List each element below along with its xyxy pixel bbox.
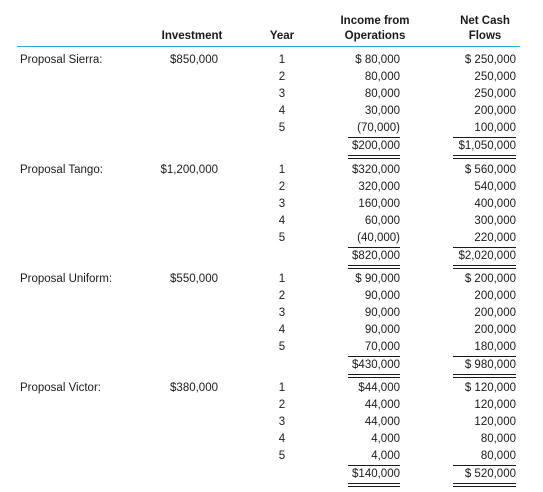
proposal-name: Proposal Uniform: [20, 273, 113, 285]
net-cash-flow-cell: 200,000 [474, 105, 516, 117]
header-ncf-line1: Net Cash [460, 15, 510, 27]
net-cash-flow-cell: 100,000 [474, 122, 516, 134]
year-cell: 4 [278, 105, 286, 117]
header-income-line1: Income from [340, 15, 410, 27]
net-cash-flow-cell: 200,000 [474, 324, 516, 336]
header-income-line2: Operations [344, 30, 406, 42]
net-cash-flow-cell: 540,000 [474, 181, 516, 193]
net-cash-flow-cell: 180,000 [474, 341, 516, 353]
income-total: $200,000 [352, 140, 400, 152]
proposal-investment: $1,200,000 [160, 164, 218, 176]
net-cash-flow-cell: $ 560,000 [464, 164, 516, 176]
income-total: $140,000 [352, 468, 400, 480]
year-cell: 5 [278, 341, 286, 353]
income-cell: $ 80,000 [355, 54, 400, 66]
income-total-double-rule [348, 374, 400, 378]
header-investment [150, 29, 234, 44]
year-cell: 2 [278, 71, 286, 83]
income-total: $430,000 [352, 359, 400, 371]
net-cash-flow-cell: $ 120,000 [464, 382, 516, 394]
income-total-double-rule [348, 265, 400, 269]
income-cell: 60,000 [364, 215, 400, 227]
proposal-investment: $380,000 [170, 382, 218, 394]
net-cash-flow-cell: 80,000 [480, 433, 516, 445]
year-cell: 5 [278, 122, 286, 134]
header-income [325, 14, 425, 44]
year-cell: 4 [278, 324, 286, 336]
ncf-total-double-rule [453, 483, 516, 487]
proposal-name: Proposal Victor: [20, 382, 101, 394]
income-cell: 70,000 [364, 341, 400, 353]
net-cash-flow-cell: 200,000 [474, 290, 516, 302]
net-cash-flow-total: $ 520,000 [464, 468, 516, 480]
net-cash-flow-cell: 250,000 [474, 88, 516, 100]
income-cell: $ 90,000 [355, 273, 400, 285]
header-year-label: Year [269, 30, 295, 42]
year-cell: 1 [278, 273, 286, 285]
income-cell: 160,000 [358, 198, 400, 210]
income-cell: 90,000 [364, 290, 400, 302]
year-cell: 2 [278, 399, 286, 411]
net-cash-flow-total: $2,020,000 [458, 250, 516, 262]
income-cell: $320,000 [352, 164, 400, 176]
ncf-total-double-rule [453, 265, 516, 269]
proposal-name: Proposal Sierra: [20, 54, 103, 66]
ncf-total-double-rule [453, 374, 516, 378]
income-cell: 4,000 [371, 450, 400, 462]
income-total-double-rule [348, 483, 400, 487]
year-cell: 3 [278, 307, 286, 319]
income-cell: 44,000 [364, 399, 400, 411]
net-cash-flow-cell: 250,000 [474, 71, 516, 83]
net-cash-flow-cell: $ 200,000 [464, 273, 516, 285]
income-cell: (40,000) [357, 232, 400, 244]
income-total: $820,000 [352, 250, 400, 262]
header-year [262, 29, 302, 44]
net-cash-flow-total: $ 980,000 [464, 359, 516, 371]
net-cash-flow-cell: $ 250,000 [464, 54, 516, 66]
header-net-cash-flows [447, 14, 523, 44]
year-cell: 5 [278, 450, 286, 462]
proposal-investment: $550,000 [170, 273, 218, 285]
net-cash-flow-total: $1,050,000 [458, 140, 516, 152]
income-cell: 30,000 [364, 105, 400, 117]
net-cash-flow-cell: 400,000 [474, 198, 516, 210]
net-cash-flow-cell: 200,000 [474, 307, 516, 319]
year-cell: 1 [278, 54, 286, 66]
proposal-name: Proposal Tango: [20, 164, 103, 176]
net-cash-flow-cell: 120,000 [474, 416, 516, 428]
header-investment-label: Investment [161, 30, 223, 42]
year-cell: 5 [278, 232, 286, 244]
ncf-total-double-rule [453, 155, 516, 159]
income-cell: 80,000 [364, 88, 400, 100]
income-cell: $44,000 [358, 382, 400, 394]
income-cell: 80,000 [364, 71, 400, 83]
year-cell: 4 [278, 433, 286, 445]
income-cell: (70,000) [357, 122, 400, 134]
income-cell: 320,000 [358, 181, 400, 193]
income-cell: 44,000 [364, 416, 400, 428]
year-cell: 1 [278, 164, 286, 176]
income-total-double-rule [348, 155, 400, 159]
header-ncf-line2: Flows [468, 30, 502, 42]
year-cell: 3 [278, 198, 286, 210]
net-cash-flow-cell: 120,000 [474, 399, 516, 411]
year-cell: 2 [278, 290, 286, 302]
year-cell: 4 [278, 215, 286, 227]
header-rule [17, 46, 520, 47]
net-cash-flow-cell: 300,000 [474, 215, 516, 227]
net-cash-flow-cell: 220,000 [474, 232, 516, 244]
year-cell: 1 [278, 382, 286, 394]
income-cell: 90,000 [364, 307, 400, 319]
income-cell: 90,000 [364, 324, 400, 336]
income-cell: 4,000 [371, 433, 400, 445]
net-cash-flow-cell: 80,000 [480, 450, 516, 462]
year-cell: 3 [278, 88, 286, 100]
year-cell: 2 [278, 181, 286, 193]
year-cell: 3 [278, 416, 286, 428]
proposal-investment: $850,000 [170, 54, 218, 66]
